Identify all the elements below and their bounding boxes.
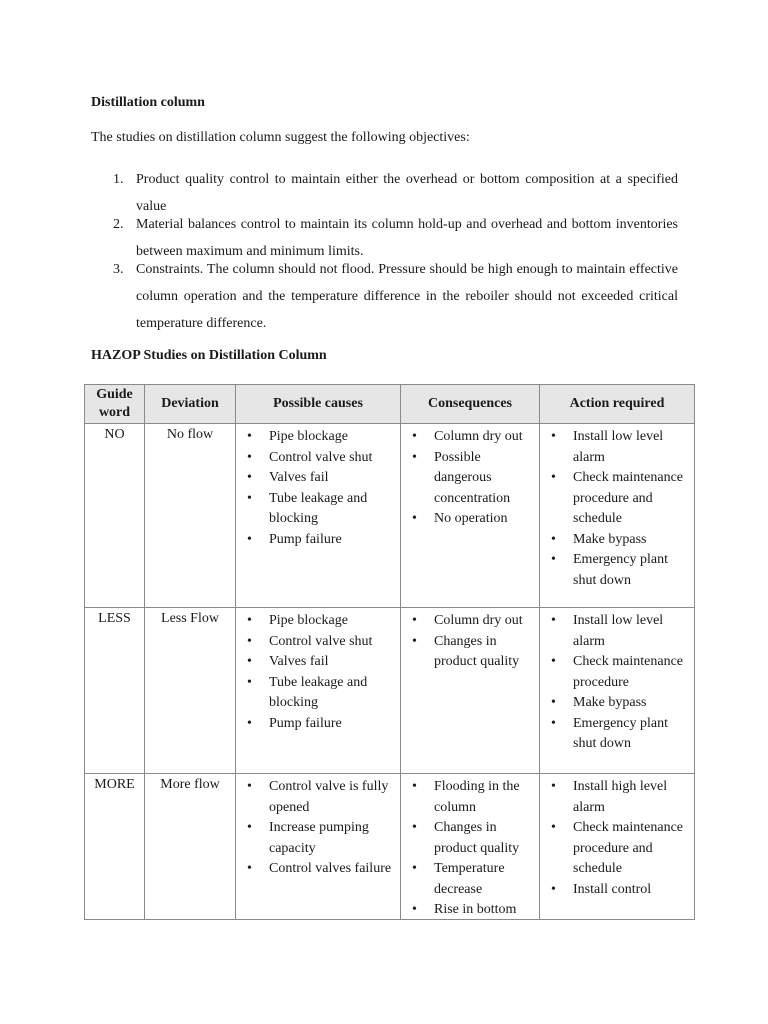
deviation-cell: Less Flow (145, 608, 236, 774)
objectives-list (113, 166, 678, 337)
table-row (85, 424, 695, 608)
list-item: • Pipe blockage (236, 611, 396, 632)
table-row (85, 774, 695, 920)
list-item: • Tube leakage and blocking (236, 673, 396, 714)
list-item: • Pump failure (236, 530, 396, 551)
intro-text: The studies on distillation column suggest the following objectives: (91, 130, 470, 145)
header-consequences: Consequences (401, 385, 540, 424)
action-cell (540, 424, 695, 608)
deviation-cell: No flow (145, 424, 236, 608)
list-item: • Rise in bottom (401, 900, 535, 916)
objective-item: 2. Material balances control to maintain its column hold-up and overhead and bottom inventories between maximum and minimum limits. (113, 217, 678, 259)
list-item: • Temperature decrease (401, 859, 535, 900)
action-cell (540, 774, 695, 920)
list-item: • Emergency plant shut down (540, 714, 690, 755)
causes-cell (236, 774, 401, 920)
consequences-cell-list (401, 774, 539, 916)
consequences-cell-list (401, 608, 539, 673)
consequences-cell (401, 774, 540, 920)
consequences-cell-list (401, 424, 539, 530)
list-item: • Valves fail (236, 652, 396, 673)
list-item: • Pipe blockage (236, 427, 396, 448)
list-item: • Flooding in the column (401, 777, 535, 818)
list-item: • Make bypass (540, 530, 690, 551)
header-action: Action required (540, 385, 695, 424)
list-item: • Check maintenance procedure (540, 652, 690, 693)
list-item: • Install high level alarm (540, 777, 690, 818)
list-item: • Increase pumping capacity (236, 818, 396, 859)
consequences-cell (401, 608, 540, 774)
guide-word-cell: NO (85, 424, 145, 608)
list-item: • Valves fail (236, 468, 396, 489)
table-body (85, 424, 695, 920)
list-item: • Check maintenance procedure and schedule (540, 818, 690, 880)
consequences-cell (401, 424, 540, 608)
list-item: • Install low level alarm (540, 611, 690, 652)
causes-cell (236, 608, 401, 774)
objective-item: 3. Constraints. The column should not flood. Pressure should be high enough to maintain effective column operation and the temperature difference in the reboiler should not exceeded critical temperature difference. (113, 262, 678, 331)
table-row (85, 608, 695, 774)
section-heading: Distillation column (91, 95, 205, 110)
table-header-row (85, 385, 695, 424)
header-guide-word: Guide word (85, 385, 145, 424)
list-item: • No operation (401, 509, 535, 530)
hazop-heading: HAZOP Studies on Distillation Column (91, 348, 327, 363)
list-item: • Possible dangerous concentration (401, 448, 535, 510)
objective-item: 1. Product quality control to maintain either the overhead or bottom composition at a specified value (113, 172, 678, 214)
action-cell-list (540, 774, 694, 900)
list-item: • Column dry out (401, 611, 535, 632)
list-item: • Column dry out (401, 427, 535, 448)
hazop-table (84, 384, 695, 920)
header-deviation: Deviation (145, 385, 236, 424)
list-item: • Control valve is fully opened (236, 777, 396, 818)
list-item: • Install control (540, 880, 690, 901)
header-causes: Possible causes (236, 385, 401, 424)
list-item: • Emergency plant shut down (540, 550, 690, 591)
deviation-cell: More flow (145, 774, 236, 920)
list-item: • Make bypass (540, 693, 690, 714)
causes-cell-list (236, 608, 400, 734)
list-item: • Control valve shut (236, 448, 396, 469)
list-item: • Changes in product quality (401, 818, 535, 859)
list-item: • Tube leakage and blocking (236, 489, 396, 530)
action-cell (540, 608, 695, 774)
list-item: • Check maintenance procedure and schedule (540, 468, 690, 530)
guide-word-cell: LESS (85, 608, 145, 774)
causes-cell-list (236, 424, 400, 550)
action-cell-list (540, 608, 694, 755)
list-item: • Changes in product quality (401, 632, 535, 673)
causes-cell (236, 424, 401, 608)
list-item: • Control valves failure (236, 859, 396, 880)
guide-word-cell: MORE (85, 774, 145, 920)
causes-cell-list (236, 774, 400, 880)
list-item: • Install low level alarm (540, 427, 690, 468)
action-cell-list (540, 424, 694, 591)
list-item: • Control valve shut (236, 632, 396, 653)
list-item: • Pump failure (236, 714, 396, 735)
